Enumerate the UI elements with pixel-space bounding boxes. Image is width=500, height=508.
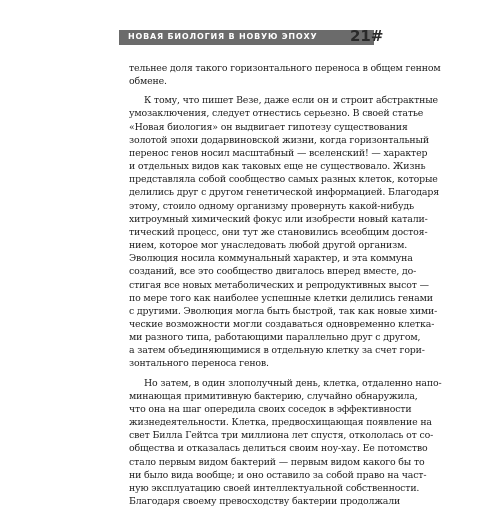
text-line: К тому, что пишет Везе, даже если он и строит абстрактные [144,95,438,107]
text-line: умозаключения, следует отнестись серьезно. В своей статье [129,108,424,120]
text-line: ческие возможности могли создаваться одновременно клетка- [129,318,435,330]
text-line: с другими. Эволюция могла быть быстрой, так как новые хими- [129,305,438,317]
text-line: стало первым видом бактерий — первым видом какого бы то [129,456,425,468]
text-line: перенос генов носил масштабный — вселенский! — характер [129,147,428,159]
text-line: и отдельных видов как таковых еще не существовало. Жизнь [129,161,426,173]
paragraph [129,62,441,88]
text-line: жизнедеятельности. Клетка, предвосхищающая появление на [129,417,432,429]
text-line: делились друг с другом генетической информацией. Благодаря [129,187,439,199]
text-line: свет Билла Гейтса три миллиона лет спустя, откололась от со- [129,430,434,442]
text-line: что она на шаг опередила своих соседок в эффективности [129,403,412,415]
text-line: по мере того как наиболее успешные клетки делились генами [129,292,433,304]
text-line: стигая все новых метаболических и репродуктивных высот — [129,279,429,291]
text-line: ни было вида вообще; и оно оставило за собой право на част- [129,469,427,481]
text-line: нием, которое мог унаследовать любой другой организм. [129,240,408,252]
text-line: обмене. [129,76,167,88]
text-line: представляла собой сообщество самых разных клеток, которые [129,174,438,186]
text-line: Эволюция носила коммунальный характер, и эта коммуна [129,253,413,265]
text-line: Благодаря своему превосходству бактерии продолжали [129,496,401,507]
text-line: тельнее доля такого горизонтального переноса в общем генном [129,63,441,74]
text-line: созданий, все это сообщество двигалось вперед вместе, до- [129,266,417,278]
text-line: Но затем, в один злополучный день, клетка, отдаленно напо- [144,377,442,389]
text-line: ми разного типа, работающими параллельно друг с другом, [129,332,421,344]
text-line: зонтального переноса генов. [129,358,269,370]
text-line: общества и отказалась делиться своим ноу-хау. Ее потомство [129,443,428,455]
paragraph [129,94,439,370]
page-number: 21# [350,27,384,45]
text-line: минающая примитивную бактерию, случайно обнаружила, [129,390,418,402]
body-text [129,62,442,508]
text-line: тический процесс, они тут же становились всеобщим достоя- [129,226,428,238]
paragraph [129,377,442,508]
text-line: золотой эпохи додарвиновской жизни, когда горизонтальный [129,134,429,146]
text-line: а затем объединяющимися в отдельную клетку за счет гори- [129,345,425,357]
running-head-bar [119,30,374,45]
text-line: этому, стоило одному организму провернуть какой-нибудь [129,200,414,212]
text-line: ную эксплуатацию своей интеллектуальной собственности. [129,482,420,494]
text-line: «Новая биология» он выдвигает гипотезу существования [129,121,408,133]
text-line: хитроумный химический фокус или изобрести новый катали- [129,213,428,225]
running-head-title: НОВАЯ БИОЛОГИЯ В НОВУЮ ЭПОХУ [128,32,318,41]
